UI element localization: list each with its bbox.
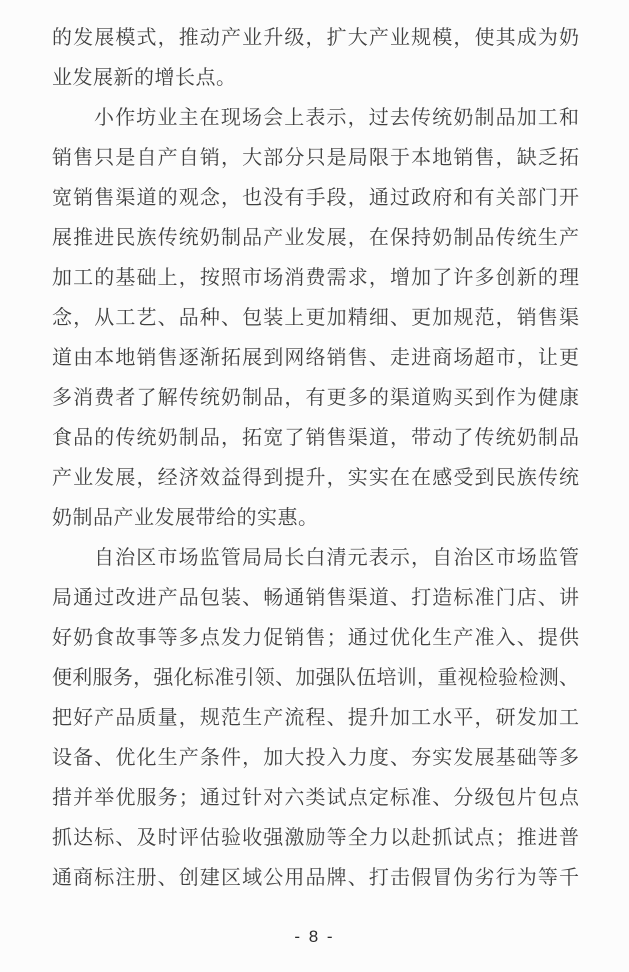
text-line: 抓达标、及时评估验收强激励等全力以赴抓试点；推进普 xyxy=(52,827,579,849)
text-line: 设备、优化生产条件，加大投入力度、夯实发展基础等多 xyxy=(52,747,579,769)
text-line: 念，从工艺、品种、包装上更加精细、更加规范，销售渠 xyxy=(52,307,579,329)
text-line: 小作坊业主在现场会上表示，过去传统奶制品加工和 xyxy=(94,107,579,129)
text-line: 自治区市场监管局局长白清元表示，自治区市场监管 xyxy=(94,547,579,569)
text-line: 便利服务，强化标准引领、加强队伍培训，重视检验检测、 xyxy=(52,667,579,689)
text-line: 产业发展，经济效益得到提升，实实在在感受到民族传统 xyxy=(52,467,579,489)
text-line: 展推进民族传统奶制品产业发展，在保持奶制品传统生产 xyxy=(52,227,579,249)
text-line: 宽销售渠道的观念，也没有手段，通过政府和有关部门开 xyxy=(52,187,579,209)
text-line: 通商标注册、创建区域公用品牌、打击假冒伪劣行为等千 xyxy=(52,867,579,889)
text-line: 多消费者了解传统奶制品，有更多的渠道购买到作为健康 xyxy=(52,387,579,409)
text-line: 道由本地销售逐渐拓展到网络销售、走进商场超市，让更 xyxy=(52,347,579,369)
page-number: - 8 - xyxy=(294,927,335,946)
text-line: 措并举优服务；通过针对六类试点定标准、分级包片包点 xyxy=(52,787,579,809)
text-line: 局通过改进产品包装、畅通销售渠道、打造标准门店、讲 xyxy=(52,587,579,609)
text-line: 的发展模式，推动产业升级，扩大产业规模，使其成为奶 xyxy=(52,27,579,49)
text-line: 食品的传统奶制品，拓宽了销售渠道，带动了传统奶制品 xyxy=(52,427,579,449)
text-line: 销售只是自产自销，大部分只是局限于本地销售，缺乏拓 xyxy=(52,147,579,169)
text-line: 业发展新的增长点。 xyxy=(52,67,237,89)
text-line: 好奶食故事等多点发力促销售；通过优化生产准入、提供 xyxy=(52,627,579,649)
body-text xyxy=(52,18,579,898)
text-line: 奶制品产业发展带给的实惠。 xyxy=(52,507,319,529)
text-line: 把好产品质量，规范生产流程、提升加工水平，研发加工 xyxy=(52,707,579,729)
text-line: 加工的基础上，按照市场消费需求，增加了许多创新的理 xyxy=(52,267,579,289)
